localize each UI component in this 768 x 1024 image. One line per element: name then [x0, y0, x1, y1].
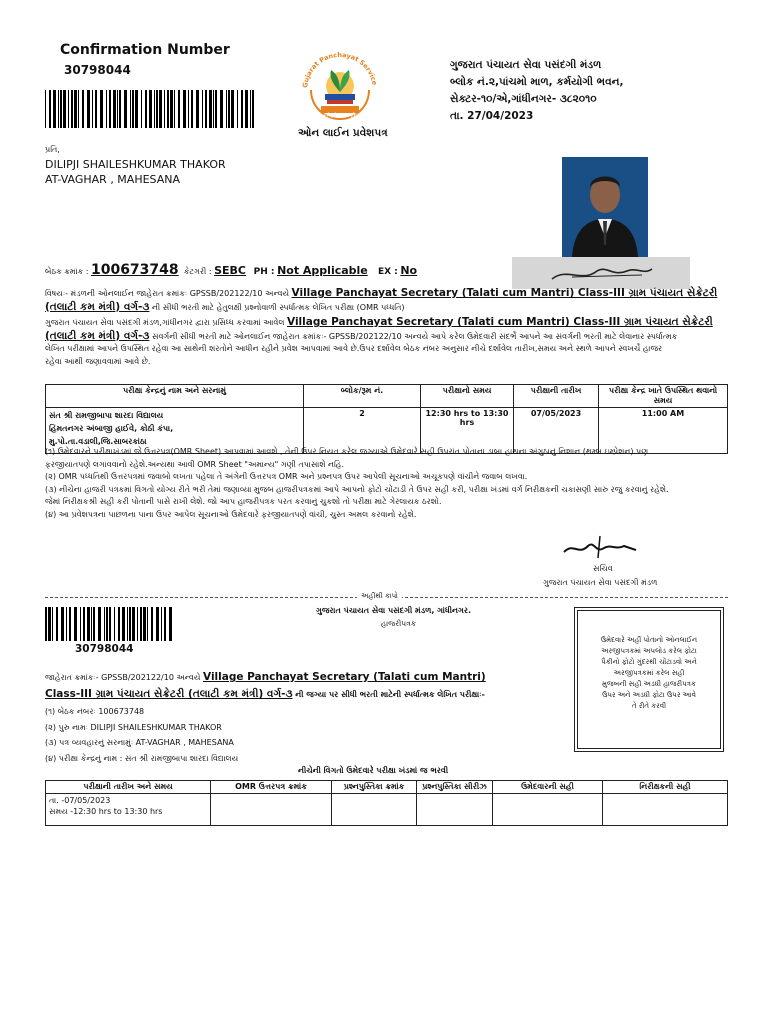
org-name: ગુજરાત પંચાયત સેવા પસંદગી મંડળ	[450, 59, 602, 71]
barcode-bar	[87, 607, 90, 641]
body-line3: લેખિત પરીક્ષામાં આપને ઉપસ્થિત રહેવા આ સાથેની શરતોને આધીન રહીને પ્રવેશ આપવામાં આવે છે.ઉપર દર્શાવેલ બેઠક નંબર અનુસાર નીચે દર્શાવેલ તારીખ,સમય અને સ્થળે આપને સ્વખર્ચે હાજર	[45, 344, 663, 353]
barcode-bar	[74, 90, 77, 128]
exam-col-header: પરીક્ષા કેન્દ્રનું નામ અને સરનામું	[46, 385, 304, 408]
barcode-bar	[245, 90, 248, 128]
barcode-bar	[141, 90, 142, 128]
barcode-bar	[61, 607, 64, 641]
slip-detail-line: (૪) પરીક્ષા કેન્દ્રનું નામ : સંત શ્રી રામજીબાપા શારદા વિદ્યાલય	[45, 753, 239, 763]
attendance-col-header: OMR ઉત્તરપત્ર ક્રમાંક	[211, 781, 332, 794]
barcode-bar	[237, 90, 238, 128]
seat-number: 100673748	[90, 262, 179, 278]
barcode-bar	[68, 90, 69, 128]
photo-note-line: મુજબની સહી અડધી હાજરીપત્રક	[602, 680, 696, 688]
photo-note-line: અરજીપત્રકમાં કરેલ સહી	[613, 669, 685, 677]
barcode-bar	[113, 90, 116, 128]
barcode-bar	[156, 607, 159, 641]
barcode-bar	[149, 90, 152, 128]
barcode-bar	[92, 90, 93, 128]
barcode-bar	[226, 90, 227, 128]
barcode-bar	[202, 90, 203, 128]
exam-col-header: પરીક્ષાનો સમય	[421, 385, 514, 408]
exam-col-header: પરીક્ષાની તારીખ	[514, 385, 599, 408]
cut-here-label: અહીંથી કાપો	[357, 592, 402, 601]
exam-details-table	[45, 384, 728, 454]
subject-suffix: ની સીધી ભરતી માટે હેતુલક્ષી પ્રશ્નોવાળી સ્પર્ધાત્મક લેખિત પરીક્ષા (OMR પધ્ધતિ)	[149, 302, 405, 312]
barcode-bar	[91, 607, 92, 641]
barcode-bar	[45, 607, 47, 641]
barcode-bar	[122, 607, 125, 641]
invigilator-signature-cell[interactable]	[603, 794, 728, 826]
exam-time: 12:30 hrs to 13:30 hrs	[421, 408, 514, 454]
svg-text:Gujarat Panchayat Service Sele: Gujarat Panchayat Service	[301, 50, 379, 89]
barcode-bar	[151, 607, 153, 641]
photo-note-line: અરજીપત્રકમાં અપલોડ કરેલ ફોટા	[601, 647, 697, 655]
body-line4: રહેવા આથી જણાવવામાં આવે છે.	[45, 356, 151, 366]
barcode-bar	[58, 90, 59, 128]
secretary-org: ગુજરાત પંચાયત સેવા પસંદગી મંડળ	[543, 578, 658, 587]
barcode-bar	[124, 90, 127, 128]
barcode-bar	[118, 607, 120, 641]
barcode-bar	[209, 90, 212, 128]
exam-center-line2: હિંમતનગર અંબાજી હાઈવે, કોઠી કંપા,	[49, 424, 174, 433]
logo-motto: કર્મણ્યે જ સમૃદ્ધિ	[322, 113, 360, 119]
slip-detail-line: (૨) પુરુ નામઃ DILIPJI SHAILESHKUMAR THAKOR	[45, 722, 222, 732]
omr-number-cell[interactable]	[211, 794, 332, 826]
barcode-bar	[63, 90, 66, 128]
online-admit-card-title: ઓન લાઈન પ્રવેશપત્ર	[298, 127, 388, 139]
barcode-bar	[164, 90, 165, 128]
prati-label: પ્રતિ,	[45, 145, 60, 154]
barcode-bar	[241, 90, 243, 128]
barcode-bar	[83, 607, 85, 641]
barcode-bar	[132, 607, 135, 641]
exam-center-line3: મુ.પો.તા.વડાલી,જિ.સાબરકાંઠા	[49, 437, 147, 446]
barcode-bar	[71, 90, 73, 128]
instruction-line: ફરજીયાતપણે લગાવવાનો રહેશે.અન્યથા આવી OMR Sheet "અમાન્ય" ગણી તપાસાશે નહિ.	[45, 459, 345, 469]
barcode-bar	[156, 90, 158, 128]
barcode-bar	[53, 90, 56, 128]
barcode-bar	[56, 607, 58, 641]
confirmation-label: Confirmation Number	[60, 42, 230, 58]
attendance-datetime-cell	[46, 794, 211, 826]
barcode-bar	[45, 90, 46, 128]
org-address-line1: બ્લોક નં.૨,પાંચમો માળ, કર્મયોગી ભવન,	[450, 76, 624, 88]
barcode-slip	[45, 607, 175, 641]
photo-note-line: પૈકીનો ફોટો ગુંદરથી ચોંટાડવો અને	[601, 658, 697, 666]
barcode-bar	[80, 607, 81, 641]
booklet-number-cell[interactable]	[332, 794, 417, 826]
barcode-bar	[164, 607, 166, 641]
barcode-bar	[135, 90, 138, 128]
slip-org-title: ગુજરાત પંચાયત સેવા પસંદગી મંડળ, ગાંધીનગર.	[316, 606, 472, 615]
candidate-signature	[512, 257, 690, 289]
slip-advert-prefix: જાહેરાત ક્રમાંકઃ- GPSSB/202122/10 અન્વયે	[45, 673, 203, 682]
barcode-bar	[74, 607, 77, 641]
barcode-bar	[106, 607, 108, 641]
barcode-bar	[174, 90, 175, 128]
attendance-col-header: પ્રશ્નપુસ્તિકા ક્રમાંક	[332, 781, 417, 794]
barcode-bar	[188, 90, 189, 128]
exam-col-header: પરીક્ષા કેન્દ્ર ખાતે ઉપસ્થિત થવાનો સમય	[599, 385, 728, 408]
letter-date: તા. 27/04/2023	[450, 110, 534, 122]
barcode-bar	[93, 607, 95, 641]
barcode-top	[45, 90, 257, 128]
barcode-bar	[95, 90, 97, 128]
barcode-bar	[231, 90, 234, 128]
attendance-table	[45, 780, 728, 826]
body-post-b: (તલાટી કમ મંત્રી) વર્ગ-૩	[45, 329, 150, 342]
photo-paste-instructions	[577, 610, 721, 749]
slip-post-line1: Village Panchayat Secretary (Talati cum Mantri)	[203, 671, 486, 683]
fill-in-title: નીચેની વિગતો ઉમેદવારે પરીક્ષા ખંડમાં જ ભરવી	[298, 766, 449, 775]
attendance-col-header: પ્રશ્નપુસ્તિકા સીરીઝ	[417, 781, 493, 794]
exam-center-line1: સંત શ્રી રામજીબાપા શારદા વિદ્યાલય	[49, 411, 164, 420]
body-post-a: Village Panchayat Secretary (Talati cum Mantri) Class-III ગ્રામ પંચાયત સેક્રેટરી	[287, 316, 713, 328]
barcode-bar	[154, 90, 155, 128]
slip-subtitle: હાજરીપત્રક	[381, 619, 417, 628]
barcode-bar	[82, 90, 84, 128]
secretary-signature	[560, 530, 640, 564]
barcode-bar	[119, 90, 121, 128]
candidate-place: AT-VAGHAR , MAHESANA	[45, 173, 181, 186]
barcode-bar	[250, 90, 251, 128]
barcode-bar	[169, 607, 172, 641]
barcode-bar	[220, 90, 223, 128]
barcode-bar	[52, 607, 53, 641]
barcode-bar	[117, 90, 118, 128]
instruction-line: (૧) ઉમેદવારને પરીક્ષાખંડમાં જે ઉત્તરપત્ર(OMR Sheet) આપવામાં આવશે , તેની ઉપર નિયત કરેલ જગ્યાએ ઉમેદવારે સહી ઉપરાંત પોતાના ડાબા હાથના અંગુઠાનું નિશાન (થમ્બ ઇમ્પ્રેશન) પણ	[45, 447, 649, 456]
slip-advert	[45, 669, 565, 703]
candidate-name: DILIPJI SHAILESHKUMAR THAKOR	[45, 158, 226, 171]
barcode-bar	[104, 607, 105, 641]
attendance-time: સમય -12:30 hrs to 13:30 hrs	[49, 807, 163, 816]
barcode-bar	[215, 90, 217, 128]
barcode-bar	[78, 90, 79, 128]
instructions-list	[45, 446, 735, 521]
booklet-series-cell[interactable]	[417, 794, 493, 826]
slip-detail-line: (૩) પત્ર વ્યવહારનું સરનામુંઃ AT-VAGHAR , MAHESANA	[45, 738, 234, 747]
barcode-bar	[106, 90, 107, 128]
exam-col-header: બ્લોક/રૂમ નં.	[304, 385, 421, 408]
photo-note-line: તે રીતે કરવી	[631, 702, 667, 710]
candidate-photo	[562, 157, 648, 257]
barcode-bar	[143, 607, 146, 641]
addressee-block	[45, 157, 226, 187]
barcode-bar	[252, 90, 254, 128]
org-address-line2: સેક્ટર-૧૦/એ,ગાંધીનગર- ૩૮૨૦૧૦	[450, 93, 597, 105]
barcode-bar	[167, 90, 169, 128]
barcode-bar	[98, 607, 101, 641]
barcode-bar	[205, 90, 207, 128]
instruction-line: (૪) આ પ્રવેશપત્રના પાછળના પાના ઉપર આપેલ સૂચનાઓ ઉમેદવારે ફરજીયાતપણે વાંચી, ચુસ્ત અમલ કરવાનો રહેશે.	[45, 509, 417, 519]
subject-post-b: (તલાટી કમ મંત્રી) વર્ગ-૩	[45, 300, 150, 313]
photo-paste-box	[574, 607, 724, 752]
barcode-bar	[109, 607, 112, 641]
barcode-bar	[140, 607, 142, 641]
slip-number: 30798044	[75, 643, 134, 655]
barcode-bar	[191, 90, 193, 128]
subject-paragraph	[45, 287, 735, 368]
slip-advert-suffix: ની જગ્યા પર સીધી ભરતી માટેની સ્પર્ધાત્મક લેખિત પરીક્ષાઃ-	[292, 690, 485, 699]
secretary-title: સચિવ	[593, 564, 613, 573]
barcode-bar	[127, 607, 128, 641]
barcode-bar	[170, 90, 173, 128]
category-label: કેટગરી :	[183, 267, 212, 276]
slip-details	[45, 704, 238, 766]
exam-date: 07/05/2023	[514, 408, 599, 454]
barcode-bar	[161, 607, 162, 641]
seat-label: બેઠક ક્રમાંક :	[45, 267, 89, 276]
ph-value: Not Applicable	[277, 264, 368, 277]
barcode-bar	[196, 90, 199, 128]
body-intro: ગુજરાત પંચાયત સેવા પસંદગી મંડળ,ગાંધીનગર દ્વારા પ્રસિધ્ધ કરવામાં આવેલ	[45, 318, 287, 327]
exam-block: 2	[304, 408, 421, 454]
instruction-line: (૨) OMR પધ્ધતિથી ઉત્તરપત્રમાં જવાબો લખતા પહેલા તે અંગેની ઉત્તરપત્ર OMR અને પ્રશ્નપત્ર ઉપર આપેલી સૂચનાઓ અચૂકપણે વાંચીને જવાબ લખવા.	[45, 472, 528, 481]
barcode-bar	[109, 90, 111, 128]
barcode-bar	[132, 90, 134, 128]
barcode-bar	[147, 607, 148, 641]
barcode-bar	[130, 90, 131, 128]
barcode-bar	[114, 607, 115, 641]
ph-label: PH :	[253, 267, 275, 277]
confirmation-number: 30798044	[64, 63, 131, 77]
attendance-col-header: નિરીક્ષકની સહી	[603, 781, 728, 794]
barcode-bar	[159, 90, 162, 128]
barcode-bar	[49, 90, 51, 128]
photo-note-line: ઉમેદવારે અહીં પોતાનો ઓનલાઈન	[600, 636, 698, 644]
barcode-bar	[87, 90, 90, 128]
barcode-bar	[213, 90, 214, 128]
exam-report-time: 11:00 AM	[599, 408, 728, 454]
barcode-bar	[178, 90, 180, 128]
ex-value: No	[400, 264, 418, 277]
subject-post-a: Village Panchayat Secretary (Talati cum Mantri) Class-III ગ્રામ પંચાયત સેક્રેટરી	[291, 287, 718, 299]
instruction-line: (૩) નીચેના હાજરી પત્રકમાં વિગતો યોગ્ય રીતે ભરી તેમાં જણાવ્યા મુજબ હાજરીપત્રકમાં આપે આપનો ફોટો ચોંટાડી તે ઉપર સહી કરી, પરીક્ષા ખંડમાં વર્ગ નિરીક્ષકની ચકાસણી સારુ રજુ કરવાનું રહેશે.	[45, 484, 669, 494]
barcode-bar	[60, 90, 62, 128]
photo-note-line: ઉપર અને અડધી ફોટા ઉપર આવે	[602, 691, 696, 699]
barcode-bar	[48, 607, 51, 641]
slip-detail-line: (૧) બેઠક નંબરઃ 100673748	[45, 707, 145, 716]
org-address-block	[450, 57, 623, 125]
candidate-signature-cell[interactable]	[493, 794, 603, 826]
barcode-bar	[129, 607, 131, 641]
category-value: SEBC	[214, 264, 246, 277]
ex-label: EX :	[377, 267, 398, 277]
attendance-col-header: ઉમેદવારની સહી	[493, 781, 603, 794]
barcode-bar	[137, 607, 138, 641]
slip-post-line2: Class-III ગ્રામ પંચાયત સેક્રેટરી (તલાટી કમ મંત્રી) વર્ગ-૩	[45, 688, 293, 700]
barcode-bar	[183, 90, 186, 128]
subject-prefix: વિષયઃ- મંડળની ઓનલાઈન જાહેરાત ક્રમાંકઃ GPSSB/202122/10 અન્વયે	[45, 289, 292, 298]
seat-line	[45, 262, 417, 278]
attendance-date: તા. -07/05/2023	[49, 796, 111, 805]
barcode-bar	[66, 607, 67, 641]
attendance-col-header: પરીક્ષાની તારીખ અને સમય	[46, 781, 211, 794]
barcode-bar	[69, 607, 71, 641]
barcode-bar	[145, 90, 147, 128]
barcode-bar	[100, 90, 103, 128]
body-line2: સંવર્ગની સીધી ભરતી માટે ઓનલાઈન જાહેરાત ક્રમાંકઃ- GPSSB/202122/10 અન્વયે આપે કરેલ ઉમેદવારી સંદર્ભે આપને આ સંવર્ગની ભરતી માટે લેવાનાર સ્પર્ધાત્મક	[149, 331, 678, 341]
barcode-bar	[228, 90, 230, 128]
instruction-line: જેમાં નિરીક્ષકશ્રી સહી કરી પોતાની પાસે રાખી લેશે. જો આપ હાજરીપત્રક પરત કરવાનું ચુકશો તો પરીક્ષા માટે ગેરલાયક ઠરશો.	[45, 497, 442, 506]
